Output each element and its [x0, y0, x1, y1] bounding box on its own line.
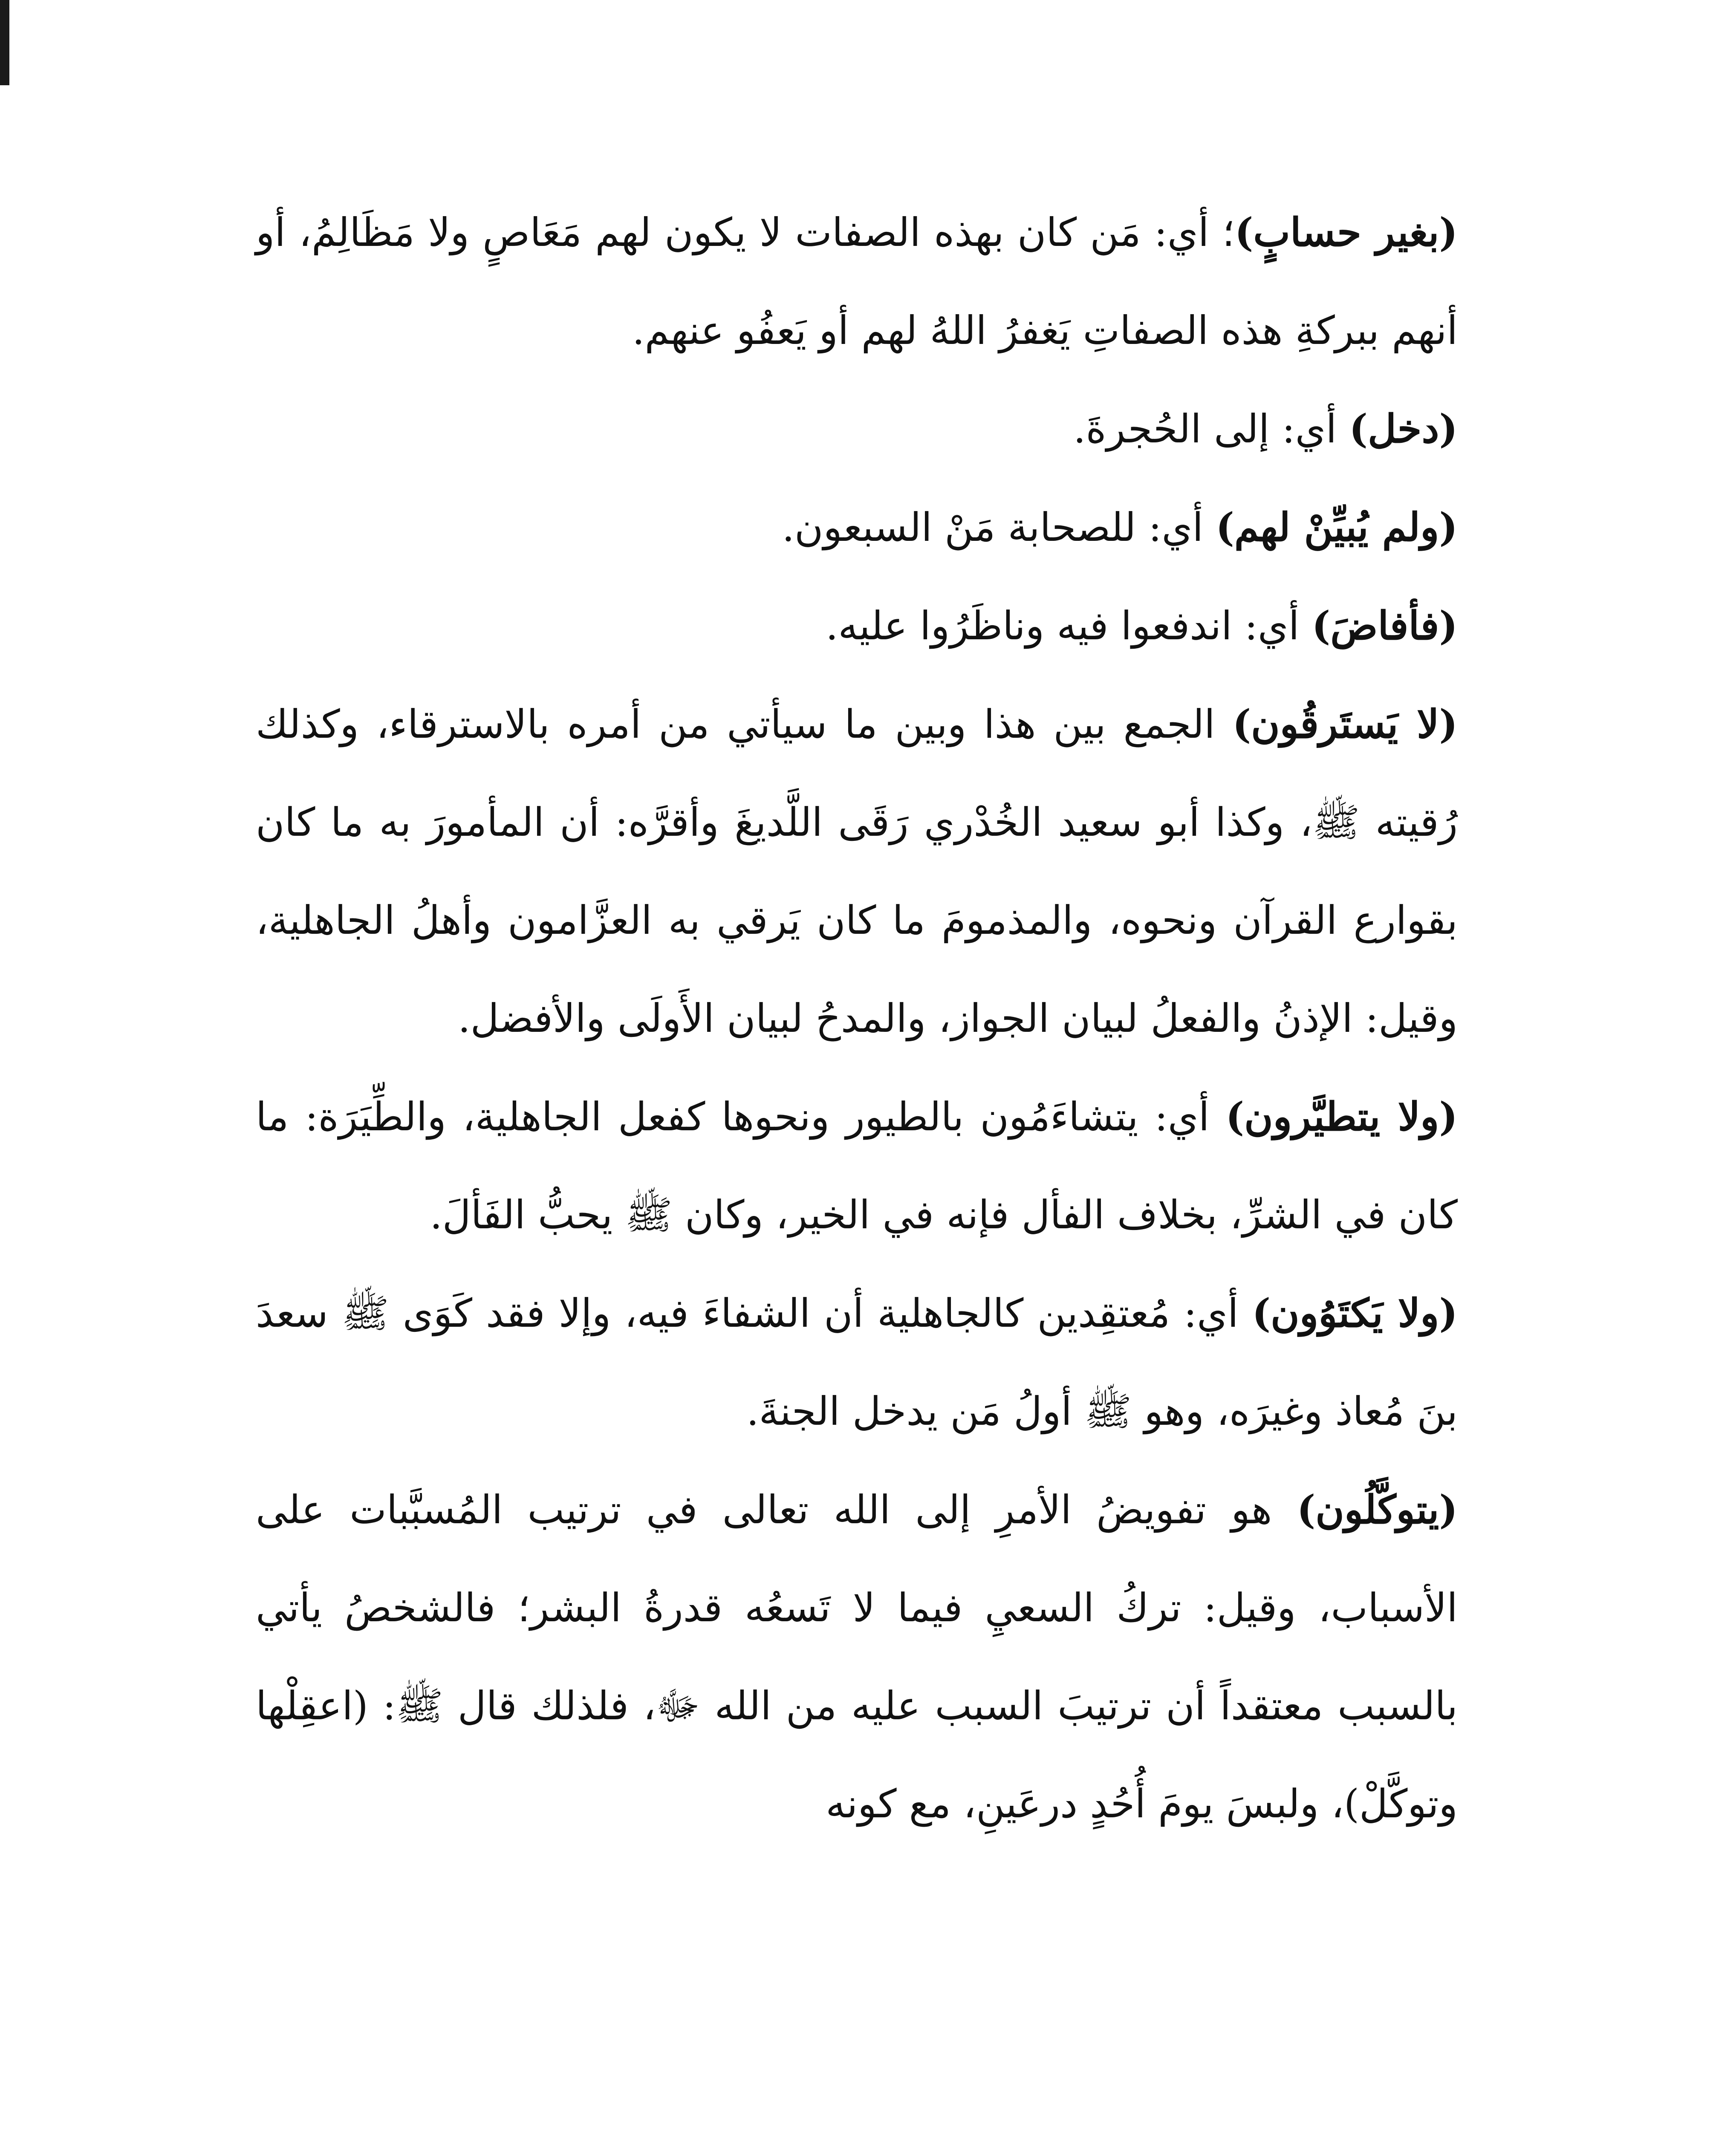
paragraph-body: أي: اندفعوا فيه وناظَرُوا عليه.: [826, 603, 1312, 649]
paragraph-body: أي: إلى الحُجرةَ.: [1073, 406, 1349, 452]
paragraph: [256, 675, 1458, 1068]
paragraph-head: (ولا يَكتَوُون): [1252, 1290, 1458, 1336]
paragraph-body: أي: للصحابة مَنْ السبعون.: [782, 505, 1216, 550]
paragraph: [256, 1461, 1458, 1853]
binding-edge: [0, 0, 9, 85]
paragraph: [256, 380, 1458, 478]
paragraph-head: (ولا يتطيَّرون): [1225, 1094, 1458, 1140]
paragraph-head: (دخل): [1349, 406, 1458, 452]
paragraph-body: ؛ أي: مَن كان بهذه الصفات لا يكون لهم مَعَاصٍ ولا مَظَالِمُ، أو أنهم ببركةِ هذه الصفاتِ يَغفرُ اللهُ لهم أو يَعفُو عنهم.: [256, 210, 1458, 353]
paragraph-body: هو تفويضُ الأمرِ إلى الله تعالى في ترتيب المُسبَّبات على الأسباب، وقيل: تركُ السعيِ فيما لا تَسعُه قدرةُ البشر؛ فالشخصُ يأتي بالسبب معتقداً أن ترتيبَ السبب عليه من الله ﷻ، فلذلك قال ﷺ: (اعقِلْها وتوكَّلْ)، ولبسَ يومَ أُحُدٍ درعَينِ، مع كونه: [256, 1487, 1458, 1827]
paragraph: [256, 183, 1458, 380]
paragraph: [256, 577, 1458, 675]
paragraph-head: (بغير حسابٍ): [1234, 209, 1458, 255]
paragraph: [256, 478, 1458, 577]
paragraph-head: (فأفاضَ): [1311, 603, 1458, 649]
paragraph-body: الجمع بين هذا وبين ما سيأتي من أمره بالاسترقاء، وكذلك رُقيته ﷺ، وكذا أبو سعيد الخُدْري رَقَى اللَّديغَ وأقرَّه: أن المأمورَ به ما كان بقوارع القرآن ونحوه، والمذمومَ ما كان يَرقي به العزَّامون وأهلُ الجاهلية، وقيل: الإذنُ والفعلُ لبيان الجواز، والمدحُ لبيان الأَولَى والأفضل.: [256, 702, 1458, 1041]
paragraph-head: (يتوكَّلُون): [1297, 1487, 1458, 1533]
paragraph: [256, 1068, 1458, 1264]
paragraph-body: أي: مُعتقِدين كالجاهلية أن الشفاءَ فيه، وإلا فقد كَوَى ﷺ سعدَ بنَ مُعاذ وغيرَه، وهو ﷺ أولُ مَن يدخل الجنةَ.: [256, 1291, 1458, 1434]
paragraph-head: (ولم يُبيِّنْ لهم): [1216, 504, 1458, 550]
paragraph-head: (لا يَستَرقُون): [1232, 701, 1458, 747]
paragraph-body: أي: يتشاءَمُون بالطيور ونحوها كفعل الجاهلية، والطِّيَرَة: ما كان في الشرِّ، بخلاف الفأل فإنه في الخير، وكان ﷺ يحبُّ الفَألَ.: [256, 1094, 1458, 1238]
paragraph: [256, 1264, 1458, 1461]
page-text: [256, 183, 1458, 1853]
